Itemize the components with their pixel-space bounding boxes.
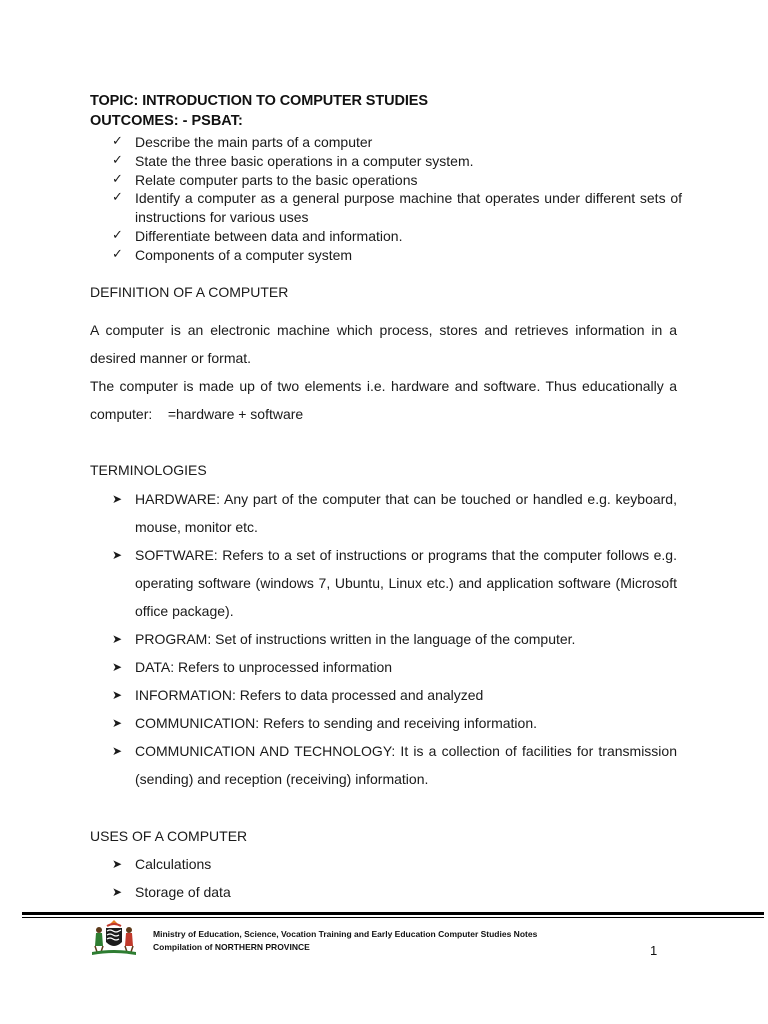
list-item: ✓ Differentiate between data and information. (112, 227, 403, 244)
check-icon: ✓ (112, 171, 123, 187)
list-item: ✓ Components of a computer system (112, 246, 353, 263)
terminologies-list (112, 485, 677, 793)
list-item: ✓ Relate computer parts to the basic operations (112, 171, 418, 188)
arrow-right-icon: ➤ (112, 632, 123, 646)
check-icon: ✓ (112, 227, 123, 243)
list-item: ➤ PROGRAM: Set of instructions written in the language of the computer. (112, 625, 677, 653)
list-item: ➤ Calculations (112, 850, 677, 878)
uses-list (112, 850, 677, 906)
check-icon: ✓ (112, 134, 123, 149)
coat-of-arms-icon (88, 918, 140, 958)
uses-heading: USES OF A COMPUTER (90, 828, 248, 844)
list-item: ➤ COMMUNICATION AND TECHNOLOGY: It is a collection of facilities for transmission (sending) and reception (receiving) information. (112, 737, 677, 793)
terminologies-heading: TERMINOLOGIES (90, 462, 207, 478)
check-icon: ✓ (112, 246, 123, 262)
footer-text (153, 928, 537, 954)
formula: =hardware + software (167, 406, 304, 422)
outcomes-list (112, 133, 682, 265)
arrow-right-icon: ➤ (112, 716, 123, 730)
list-item: ➤ DATA: Refers to unprocessed information (112, 653, 677, 681)
list-item: ✓ State the three basic operations in a computer system. (112, 152, 474, 169)
check-icon: ✓ (112, 152, 123, 168)
arrow-right-icon: ➤ (112, 688, 123, 702)
page-number: 1 (650, 943, 658, 958)
topic-title: TOPIC: INTRODUCTION TO COMPUTER STUDIES (90, 93, 428, 109)
footer-compilation: Compilation of NORTHERN PROVINCE (153, 942, 310, 952)
check-icon: ✓ (112, 190, 123, 206)
arrow-right-icon: ➤ (112, 492, 123, 506)
arrow-right-icon: ➤ (112, 857, 123, 871)
definition-paragraph: A computer is an electronic machine which process, stores and retrieves information in a desired manner or format. (90, 322, 677, 366)
footer-divider-thick (22, 912, 764, 915)
footer-ministry: Ministry of Education, Science, Vocation Training and Early Education Computer Studies Notes (153, 929, 538, 939)
list-item: ➤ Storage of data (112, 878, 677, 906)
list-item: ➤ COMMUNICATION: Refers to sending and receiving information. (112, 709, 677, 737)
arrow-right-icon: ➤ (112, 548, 123, 562)
arrow-right-icon: ➤ (112, 660, 123, 674)
arrow-right-icon: ➤ (112, 744, 123, 758)
elements-paragraph: The computer is made up of two elements i.e. hardware and software. Thus educationally a computer: =hardware + software (90, 378, 677, 422)
outcomes-heading: OUTCOMES: - PSBAT: (90, 113, 243, 129)
list-item: ➤ HARDWARE: Any part of the computer that can be touched or handled e.g. keyboard, mouse, monitor etc. (112, 485, 677, 541)
list-item: ✓ Identify a computer as a general purpose machine that operates under different sets of instructions for various uses (112, 190, 682, 226)
list-item: ➤ INFORMATION: Refers to data processed and analyzed (112, 681, 677, 709)
arrow-right-icon: ➤ (112, 885, 123, 899)
list-item: ✓ Describe the main parts of a computer (112, 134, 373, 150)
list-item: ➤ SOFTWARE: Refers to a set of instructions or programs that the computer follows e.g. operating software (windows 7, Ubuntu, Linux etc.) and application software (Microsoft office package). (112, 541, 677, 625)
definition-heading: DEFINITION OF A COMPUTER (90, 284, 289, 300)
